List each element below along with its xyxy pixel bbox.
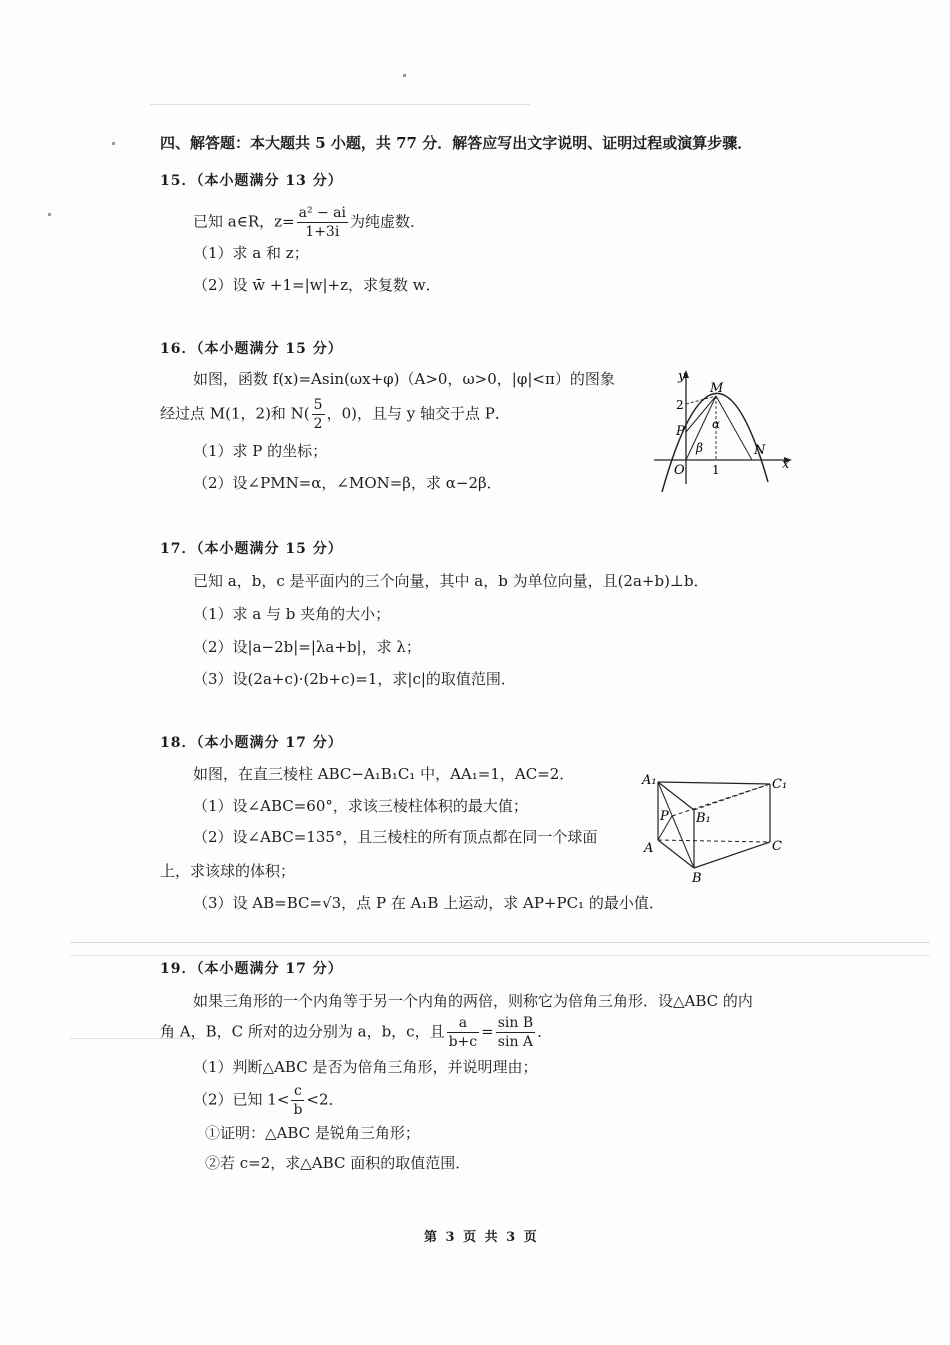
point-P-label: P [676, 424, 685, 439]
question-header: 17．（本小题满分 15 分） [160, 541, 343, 557]
question-stem [160, 1014, 552, 1051]
fraction-numerator: a [447, 1014, 480, 1033]
sub-question: ①证明：△ABC 是锐角三角形； [205, 1124, 420, 1142]
vertex-C1-label: C₁ [772, 777, 788, 792]
scan-streak [70, 955, 930, 956]
stem-text: 角 A，B，C 所对的边分别为 a，b，c，且 [160, 1022, 445, 1041]
stem-text: ，0)，且与 y 轴交于点 P． [326, 404, 510, 423]
segment-PC1 [672, 784, 770, 816]
fraction-numerator: c [291, 1082, 304, 1101]
sub-question-continued: 上，求该球的体积； [160, 862, 296, 880]
fraction-denominator: sin A [497, 1034, 534, 1050]
question-header: 19．（本小题满分 17 分） [160, 961, 343, 977]
sub-question: （1）设∠ABC=60°，求该三棱柱体积的最大值； [193, 797, 528, 815]
vertex-B1-label: B₁ [696, 811, 711, 826]
sub-question: （1）求 a 与 b 夹角的大小； [193, 605, 391, 623]
fraction-numerator: sin B [497, 1015, 534, 1031]
stem-text: 已知 a∈R，z= [193, 212, 295, 231]
question-stem: 已知 a，b，c 是平面内的三个向量，其中 a，b 为单位向量，且(2a+b)⊥b． [193, 572, 709, 590]
edge-AC [658, 840, 770, 842]
stem-text: ． [537, 1022, 553, 1041]
stem-text: 经过点 M(1，2)和 N( [160, 404, 310, 423]
edge-A1C1 [658, 782, 770, 784]
x-axis-label: x [782, 457, 790, 472]
function-graph-figure [650, 362, 800, 492]
scan-speck [112, 142, 115, 145]
sub-question: （2）设∠ABC=135°，且三棱柱的所有顶点都在同一个球面 [193, 828, 598, 846]
equals-sign: = [481, 1022, 494, 1041]
fraction [496, 1014, 535, 1051]
stem-text: 为纯虚数． [350, 212, 426, 231]
x-tick-label: 1 [712, 463, 720, 477]
question-header: 18．（本小题满分 17 分） [160, 735, 343, 751]
point-M-label: M [710, 381, 724, 396]
scan-streak [70, 942, 930, 943]
segment-MN [716, 396, 752, 460]
sub-question: （1）判断△ABC 是否为倍角三角形，并说明理由； [193, 1058, 538, 1076]
question-stem: 如果三角形的一个内角等于另一个内角的两倍，则称它为倍角三角形．设△ABC 的内 [193, 992, 753, 1010]
fraction [447, 1014, 480, 1051]
y-tick-label: 2 [676, 398, 684, 412]
fraction [297, 204, 348, 241]
fraction [312, 396, 325, 433]
question-stem [160, 396, 510, 433]
edge-BC [694, 842, 770, 868]
angle-alpha-label: α [712, 417, 721, 431]
fraction-denominator: b+c [448, 1034, 478, 1050]
question-stem: 如图，函数 f(x)=Asin(ωx+φ)（A>0，ω>0，|φ|<π）的图象 [193, 370, 615, 388]
angle-beta-label: β [696, 441, 703, 455]
page-footer: 第 3 页 共 3 页 [424, 1230, 539, 1245]
vertex-C-label: C [772, 839, 782, 854]
fraction-numerator: 5 [313, 397, 323, 413]
sub-question: （1）求 a 和 z； [193, 244, 309, 262]
fraction-denominator: b [293, 1102, 303, 1118]
vertex-B-label: B [692, 871, 702, 886]
point-P-label: P [660, 809, 669, 824]
vertex-A-label: A [644, 841, 654, 856]
question-header: 16．（本小题满分 15 分） [160, 341, 343, 357]
sub-question: （3）设 AB=BC=√3，点 P 在 A₁B 上运动，求 AP+PC₁ 的最小值． [193, 894, 664, 912]
prism-figure [636, 768, 796, 886]
vertex-A1-label: A₁ [642, 773, 657, 788]
section-title: 四、解答题：本大题共 5 小题，共 77 分．解答应写出文字说明、证明过程或演算步骤． [160, 134, 753, 152]
scan-speck [48, 213, 51, 216]
origin-label: O [674, 463, 685, 478]
sub-question: ②若 c=2，求△ABC 面积的取值范围． [205, 1154, 471, 1172]
stem-text: <2． [306, 1090, 344, 1109]
fraction-numerator: a² − ai [298, 205, 347, 221]
question-stem: 如图，在直三棱柱 ABC−A₁B₁C₁ 中，AA₁=1，AC=2． [193, 765, 575, 783]
point-N-label: N [754, 443, 766, 458]
question-header: 15．（本小题满分 13 分） [160, 173, 343, 189]
sub-question: （2）设|a−2b|=|λa+b|，求 λ； [193, 638, 421, 656]
segment-A1B [658, 782, 694, 868]
y-axis-label: y [678, 369, 686, 384]
sub-question: （2）设 w̄ +1=|w|+z，求复数 w． [193, 276, 441, 294]
sub-question: （1）求 P 的坐标； [193, 442, 328, 460]
fraction-denominator: 2 [313, 416, 323, 432]
sub-question [193, 1082, 344, 1119]
fraction [291, 1082, 304, 1119]
sub-question: （2）设∠PMN=α，∠MON=β，求 α−2β． [193, 474, 502, 492]
scan-streak [150, 104, 530, 105]
fraction-denominator: 1+3i [305, 224, 340, 240]
sub-question: （3）设(2a+c)·(2b+c)=1，求|c|的取值范围． [193, 670, 516, 688]
question-stem [193, 204, 425, 241]
stem-text: （2）已知 1< [193, 1090, 290, 1109]
scan-speck [403, 74, 406, 77]
